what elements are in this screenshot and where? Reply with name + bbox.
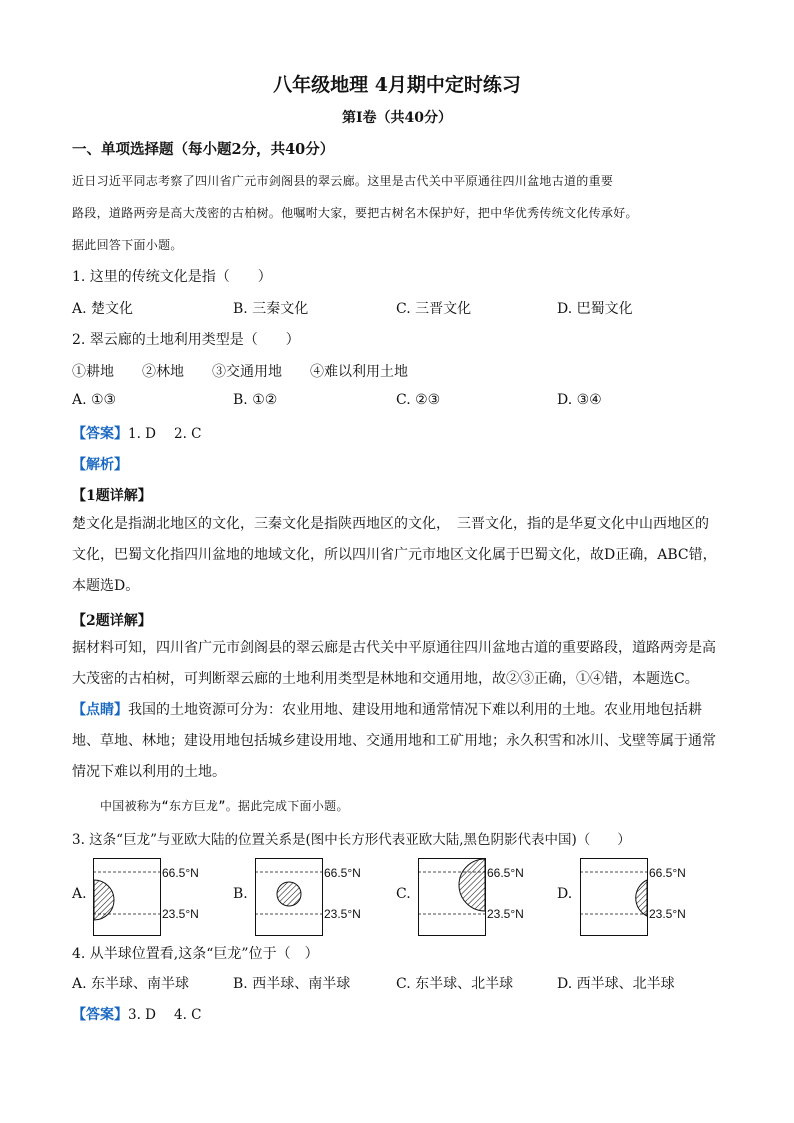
q3-map-d-lat-top: 66.5°N — [649, 866, 686, 880]
answer-tag: 【答案】 — [72, 1007, 128, 1023]
section-heading: 一、单项选择题（每小题2分，共40分） — [72, 141, 335, 158]
analysis-tag: 【解析】 — [72, 457, 128, 473]
answer-block-1 — [72, 423, 202, 443]
q3-map-a-graphic — [93, 858, 173, 938]
q3-map-d-china-shape — [636, 880, 647, 916]
q3-map-c-lat-bottom: 23.5°N — [487, 907, 524, 921]
q2-option-b: B. ①② — [233, 392, 278, 408]
answer-2: 2. C — [174, 426, 202, 442]
q3-map-c-lat-top: 66.5°N — [487, 866, 524, 880]
q1-option-b: B. 三秦文化 — [233, 301, 309, 317]
question-4-stem: 4. 从半球位置看,这条“巨龙”位于（ ） — [72, 946, 319, 962]
q1-option-a: A. 楚文化 — [72, 301, 134, 317]
tip-block — [72, 695, 722, 788]
q3-map-b-lat-bottom: 23.5°N — [324, 907, 361, 921]
q2-item-3: ③交通用地 — [212, 364, 282, 380]
q3-option-a: A. — [72, 886, 87, 902]
q3-map-a-lat-top: 66.5°N — [162, 866, 199, 880]
question-2-stem: 2. 翠云廊的土地利用类型是（ ） — [72, 332, 300, 348]
q1-option-d: D. 巴蜀文化 — [557, 301, 633, 317]
q2-item-4: ④难以利用土地 — [310, 364, 408, 380]
passage-line-1: 近日习近平同志考察了四川省广元市剑阁县的翠云廊。这里是古代关中平原通往四川盆地古道的重要 — [72, 174, 614, 188]
q2-option-c: C. ②③ — [396, 392, 441, 408]
q3-map-c-china-shape — [459, 859, 485, 911]
q3-option-b: B. — [233, 886, 248, 902]
detail-1-text: 楚文化是指湖北地区的文化，三秦文化是指陕西地区的文化， 三晋文化，指的是华夏文化中山西地区的文化，巴蜀文化指四川盆地的地域文化，所以四川省广元市地区文化属于巴蜀文化，故D正确，ABC错，本题选D。 — [72, 516, 717, 594]
answer-block-2 — [72, 1004, 202, 1024]
q3-map-d-lat-bottom: 23.5°N — [649, 907, 686, 921]
detail-2-text: 据材料可知，四川省广元市剑阁县的翠云廊是古代关中平原通往四川盆地古道的重要路段，道路两旁是高大茂密的古柏树，可判断翠云廊的土地利用类型是林地和交通用地，故②③正确，①④错，本题选C。 — [72, 640, 716, 687]
page-title: 八年级地理 4月期中定时练习 — [273, 74, 521, 96]
q2-item-1: ①耕地 — [72, 364, 114, 380]
tip-text: 我国的土地资源可分为：农业用地、建设用地和通常情况下难以利用的土地。农业用地包括耕地、草地、林地；建设用地包括城乡建设用地、交通用地和工矿用地；永久积雪和冰川、戈壁等属于通常情况下难以利用的土地。 — [72, 702, 716, 780]
answer-tag: 【答案】 — [72, 426, 128, 442]
q3-map-d-graphic — [580, 858, 660, 938]
q1-option-c: C. 三晋文化 — [396, 301, 472, 317]
q3-option-d: D. — [557, 886, 573, 902]
q4-option-a: A. 东半球、南半球 — [72, 976, 190, 992]
q2-option-d: D. ③④ — [557, 392, 602, 408]
answer-3: 3. D — [128, 1007, 156, 1023]
passage-line-2: 路段，道路两旁是高大茂密的古柏树。他嘱咐大家，要把古树名木保护好，把中华优秀传统文化传承好。 — [72, 206, 638, 220]
detail-2-heading: 【2题详解】 — [72, 613, 152, 629]
q2-item-2: ②林地 — [142, 364, 184, 380]
q3-map-b-lat-top: 66.5°N — [324, 866, 361, 880]
passage-2: 中国被称为“东方巨龙”。据此完成下面小题。 — [100, 799, 349, 813]
answer-4: 4. C — [174, 1007, 202, 1023]
passage-line-3: 据此回答下面小题。 — [72, 238, 183, 252]
question-3-stem: 3. 这条“巨龙”与亚欧大陆的位置关系是(图中长方形代表亚欧大陆,黑色阴影代表中国)（ ） — [72, 832, 631, 848]
q4-option-d: D. 西半球、北半球 — [557, 976, 675, 992]
page-subtitle: 第Ⅰ卷（共40分） — [341, 110, 453, 126]
tip-tag: 【点睛】 — [72, 702, 128, 718]
q3-map-c-graphic — [418, 858, 498, 938]
q2-option-a: A. ①③ — [72, 392, 117, 408]
answer-1: 1. D — [128, 426, 156, 442]
q3-map-a-lat-bottom: 23.5°N — [162, 907, 199, 921]
question-1-stem: 1. 这里的传统文化是指（ ） — [72, 269, 272, 285]
q3-map-b-graphic — [255, 858, 335, 938]
q3-map-b-china-shape — [277, 882, 301, 906]
q3-option-c: C. — [396, 886, 411, 902]
q4-option-b: B. 西半球、南半球 — [233, 976, 351, 992]
detail-1-heading: 【1题详解】 — [72, 488, 152, 504]
q4-option-c: C. 东半球、北半球 — [396, 976, 514, 992]
